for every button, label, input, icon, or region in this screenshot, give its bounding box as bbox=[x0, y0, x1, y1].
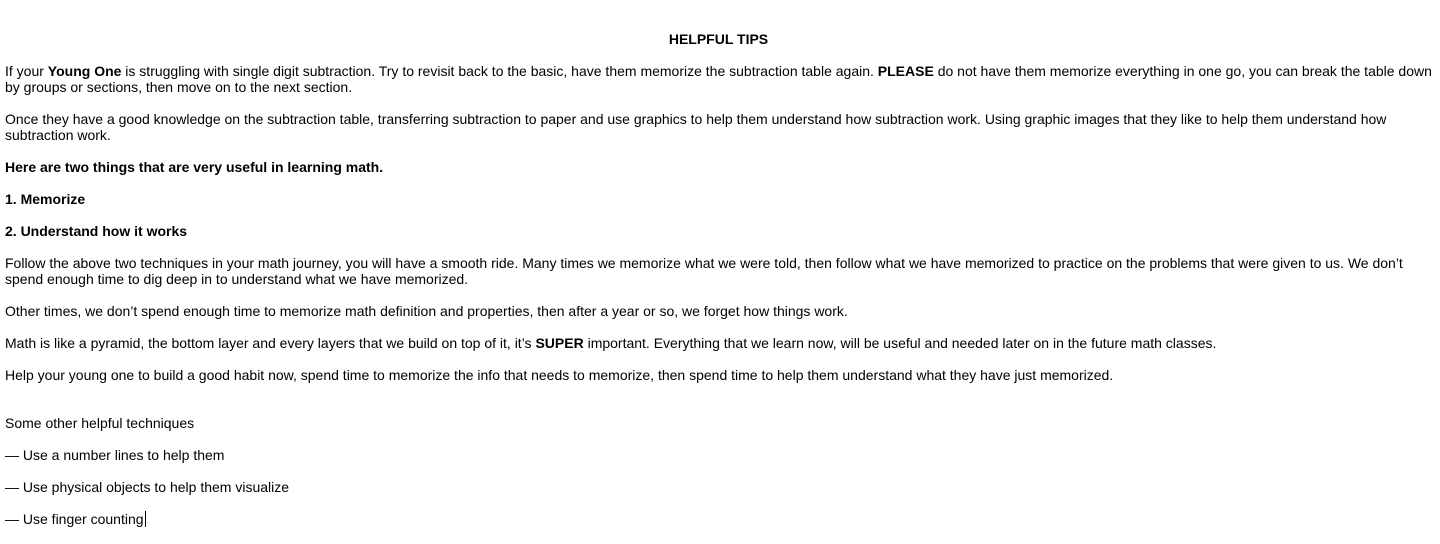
two-things-heading: Here are two things that are very useful in learning math. bbox=[5, 159, 384, 175]
paragraph-subtraction-table: Once they have a good knowledge on the subtraction table, transferring subtraction to paper and use graphics to help them understand how subtraction work. Using graphic images that they like to help them understand how subtraction work. bbox=[5, 111, 1387, 143]
paragraph-intro bbox=[5, 63, 1432, 95]
pyramid-text-2: important. Everything that we learn now, will be useful and needed later on in the future math classes. bbox=[583, 335, 1217, 351]
intro-text-2: is struggling with single digit subtraction. Try to revisit back to the basic, have them memorize the subtraction table again. bbox=[121, 63, 878, 79]
paragraph-pyramid bbox=[5, 335, 1432, 351]
tip-item-last bbox=[5, 511, 1432, 527]
spacer bbox=[5, 399, 1432, 415]
list-item-understand bbox=[5, 223, 1432, 239]
page-title: HELPFUL TIPS bbox=[668, 31, 769, 47]
intro-text-3: do not have them memorize everything in one go, you can break the table down by groups or sections, then move on to the next section. bbox=[5, 63, 1432, 95]
list-item-memorize bbox=[5, 191, 1432, 207]
intro-text-1: If your bbox=[5, 63, 48, 79]
paragraph-good-habit: Help your young one to build a good habit now, spend time to memorize the info that needs to memorize, then spend time to help them understand what they have just memorized. bbox=[5, 367, 1114, 383]
memorize-label: 1. Memorize bbox=[5, 191, 86, 207]
pyramid-bold-super: SUPER bbox=[535, 335, 584, 351]
text-cursor bbox=[145, 511, 146, 527]
paragraph-follow-techniques: Follow the above two techniques in your math journey, you will have a smooth ride. Many times we memorize what we were told, then follow what we have memorized to practice on the problems that were given to us. We don’t spend enough time to dig deep in to understand what we have memorized. bbox=[5, 255, 1403, 287]
tip-item: — Use physical objects to help them visualize bbox=[5, 479, 290, 495]
intro-bold-please: PLEASE bbox=[877, 63, 934, 79]
tip-item-text: — Use finger counting bbox=[5, 511, 144, 527]
pyramid-text-1: Math is like a pyramid, the bottom layer and every layers that we build on top of it, it’s bbox=[5, 335, 536, 351]
paragraph-other-times: Other times, we don’t spend enough time to memorize math definition and properties, then after a year or so, we forget how things work. bbox=[5, 303, 848, 319]
paragraph-other-techniques: Some other helpful techniques bbox=[5, 415, 195, 431]
intro-bold-young-one: Young One bbox=[47, 63, 122, 79]
understand-label: 2. Understand how it works bbox=[5, 223, 188, 239]
paragraph-two-things-heading bbox=[5, 159, 1432, 175]
tip-item: — Use a number lines to help them bbox=[5, 447, 225, 463]
